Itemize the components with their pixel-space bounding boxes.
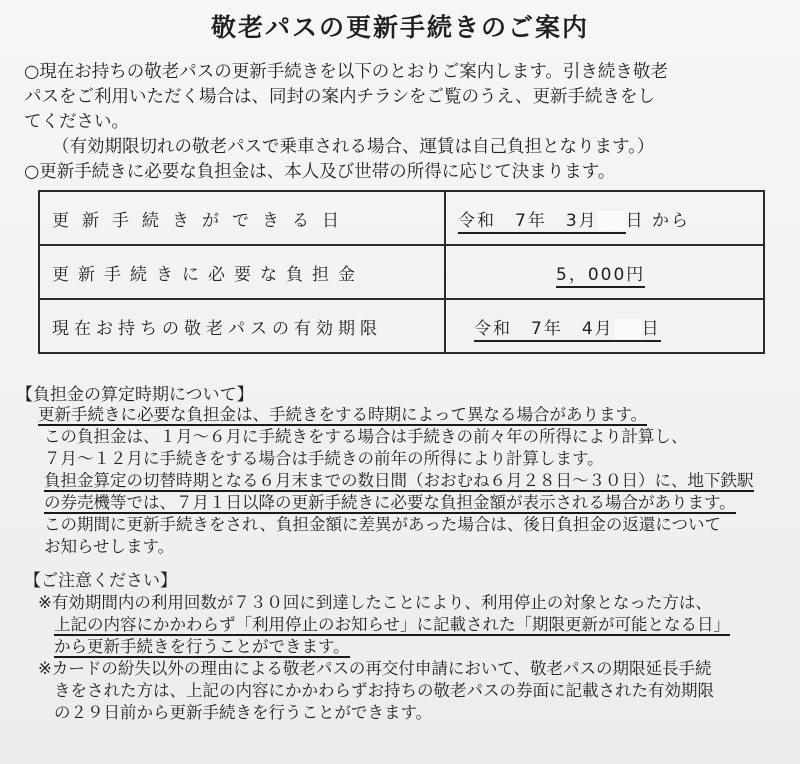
intro-line-1: ○現在お持ちの敬老パスの更新手続きを以下のとおりご案内します。引き続き敬老 bbox=[24, 62, 668, 82]
renewal-date-month: 令和 7年 3月 bbox=[458, 210, 598, 231]
renewal-date-value bbox=[445, 191, 764, 245]
renewal-date-suffix: 日 から bbox=[625, 210, 691, 231]
timing-line: この期間に更新手続きをされ、負担金額に差異があった場合は、後日負担金の返還について bbox=[44, 515, 721, 534]
table-row bbox=[39, 299, 764, 353]
fee-value-cell bbox=[445, 245, 764, 299]
notes-line: の２９日前から更新手続きを行うことができます。 bbox=[54, 703, 433, 722]
table-row bbox=[39, 191, 764, 245]
timing-line: 負担金算定の切替時期となる６月末までの数日間（おおむね６月２８日～３０日）に、地下鉄駅 bbox=[44, 471, 754, 490]
notes-line: から更新手続きを行うことができます。 bbox=[54, 637, 350, 656]
notes-line: 上記の内容にかかわらず「利用停止のお知らせ」に記載された「期限更新が可能となる日」 bbox=[54, 615, 731, 634]
notes-line: ※有効期間内の利用回数が７３０回に到達したことにより、利用停止の対象となった方は、 bbox=[38, 593, 712, 612]
timing-line: 更新手続きに必要な負担金は、手続きをする時期によって異なる場合があります。 bbox=[38, 405, 648, 424]
fee-table bbox=[38, 190, 765, 354]
timing-line: この負担金は、１月～６月に手続きをする場合は手続きの前々年の所得により計算し、 bbox=[44, 427, 688, 446]
expiry-label: 現在お持ちの敬老パスの有効期限 bbox=[39, 299, 445, 353]
timing-line: お知らせします。 bbox=[44, 537, 175, 556]
table-row bbox=[39, 245, 764, 299]
renewal-date-label: 更新手続きができる日 bbox=[39, 191, 445, 245]
expiry-suffix: 日 bbox=[641, 318, 661, 339]
timing-line: の券売機等では、７月１日以降の更新手続きに必要な負担金額が表示される場合があります。 bbox=[44, 493, 736, 512]
fee-value: 5，000円 bbox=[556, 265, 645, 288]
notes-line: ※カードの紛失以外の理由による敬老パスの再交付申請において、敬老パスの期限延長手続 bbox=[38, 659, 712, 678]
timing-heading: 【負担金の算定時期について】 bbox=[16, 385, 254, 405]
expiry-month: 令和 7年 4月 bbox=[474, 318, 614, 339]
redacted-day bbox=[598, 211, 626, 231]
intro-line-3: てください。 bbox=[24, 112, 129, 132]
fee-label: 更新手続きに必要な負担金 bbox=[39, 245, 445, 299]
intro-line-4: ○更新手続きに必要な負担金は、本人及び世帯の所得に応じて決まります。 bbox=[24, 162, 616, 182]
timing-line: ７月～１２月に手続きをする場合は手続きの前年の所得により計算します。 bbox=[44, 449, 604, 468]
document-title: 敬老パスの更新手続きのご案内 bbox=[210, 13, 589, 42]
redacted-day bbox=[614, 319, 642, 339]
intro-note: （有効期限切れの敬老パスで乗車される場合、運賃は自己負担となります。） bbox=[52, 137, 655, 157]
intro-line-2: パスをご利用いただく場合は、同封の案内チラシをご覧のうえ、更新手続きをし bbox=[24, 87, 656, 107]
expiry-value bbox=[445, 299, 764, 353]
notes-heading: 【ご注意ください】 bbox=[24, 571, 177, 591]
notes-line: きをされた方は、上記の内容にかかわらずお持ちの敬老パスの券面に記載された有効期限 bbox=[54, 681, 714, 700]
